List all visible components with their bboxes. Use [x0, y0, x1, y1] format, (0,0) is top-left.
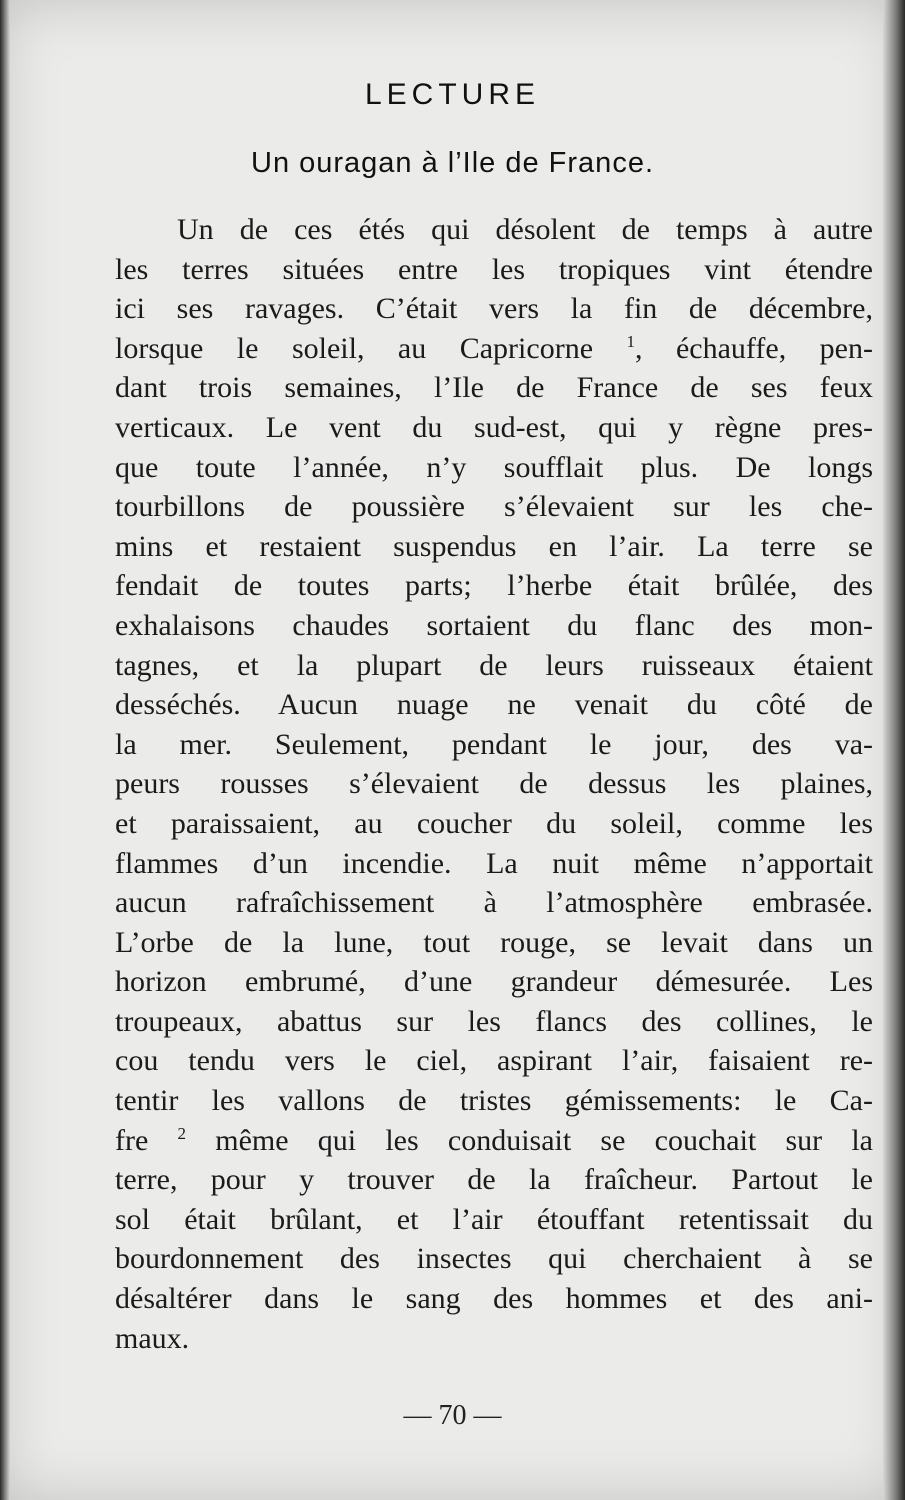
text-line: troupeaux, abattus sur les flancs des collines, le: [115, 1004, 873, 1038]
text-line: que toute l’année, n’y soufflait plus. De longs: [115, 450, 873, 484]
text-line: peurs rousses s’élevaient de dessus les plaines,: [115, 767, 873, 801]
text-line: exhalaisons chaudes sortaient du flanc des mon-: [115, 608, 873, 642]
text-line: dant trois semaines, l’Ile de France de ses feux: [115, 371, 873, 405]
text-line: desséchés. Aucun nuage ne venait du côté de: [115, 688, 873, 722]
text-line: mins et restaient suspendus en l’air. La terre se: [115, 529, 873, 563]
section-title: LECTURE: [364, 78, 541, 111]
text-line: verticaux. Le vent du sud-est, qui y règne pres-: [115, 410, 873, 444]
page-right-edge: [883, 0, 905, 1500]
text-line: Un de ces étés qui désolent de temps à autre: [177, 213, 873, 246]
text-line: tagnes, et la plupart de leurs ruisseaux étaient: [115, 648, 873, 682]
text-line: terre, pour y trouver de la fraîcheur. Partout le: [115, 1163, 873, 1197]
text-line: et paraissaient, au coucher du soleil, comme les: [115, 806, 873, 840]
text-line: tentir les vallons de tristes gémissements: le Ca-: [115, 1084, 873, 1118]
text-line: horizon embrumé, d’une grandeur démesurée. Les: [115, 965, 873, 999]
text-line: désaltérer dans le sang des hommes et des ani-: [115, 1282, 873, 1316]
text-line: flammes d’un incendie. La nuit même n’apportait: [115, 846, 873, 880]
page-left-edge: [0, 0, 10, 1500]
text-line: L’orbe de la lune, tout rouge, se levait dans un: [115, 925, 873, 959]
text-line: bourdonnement des insectes qui cherchaient à se: [115, 1242, 873, 1276]
page-number: — 70 —: [403, 1400, 502, 1431]
text-line: maux.: [115, 1321, 190, 1355]
body-text: [115, 210, 873, 1358]
text-line: fendait de toutes parts; l’herbe était brûlée, des: [115, 569, 873, 603]
text-line: aucun rafraîchissement à l’atmosphère embrasée.: [115, 886, 873, 920]
text-line: les terres situées entre les tropiques vint étendre: [115, 252, 873, 286]
text-line: cou tendu vers le ciel, aspirant l’air, faisaient re-: [115, 1044, 873, 1078]
text-line: sol était brûlant, et l’air étouffant retentissait du: [115, 1202, 873, 1236]
text-line: la mer. Seulement, pendant le jour, des va-: [115, 727, 873, 761]
text-line: lorsque le soleil, au Capricorne $^1$, échauffe, pen-: [115, 331, 873, 365]
text-line: tourbillons de poussière s’élevaient sur les che-: [115, 490, 873, 524]
text-line: fre $^2$ même qui les conduisait se couchait sur la: [115, 1123, 874, 1157]
text-line: ici ses ravages. C’était vers la fin de décembre,: [115, 292, 873, 326]
reading-title: Un ouragan à l’Ile de France.: [251, 147, 654, 179]
